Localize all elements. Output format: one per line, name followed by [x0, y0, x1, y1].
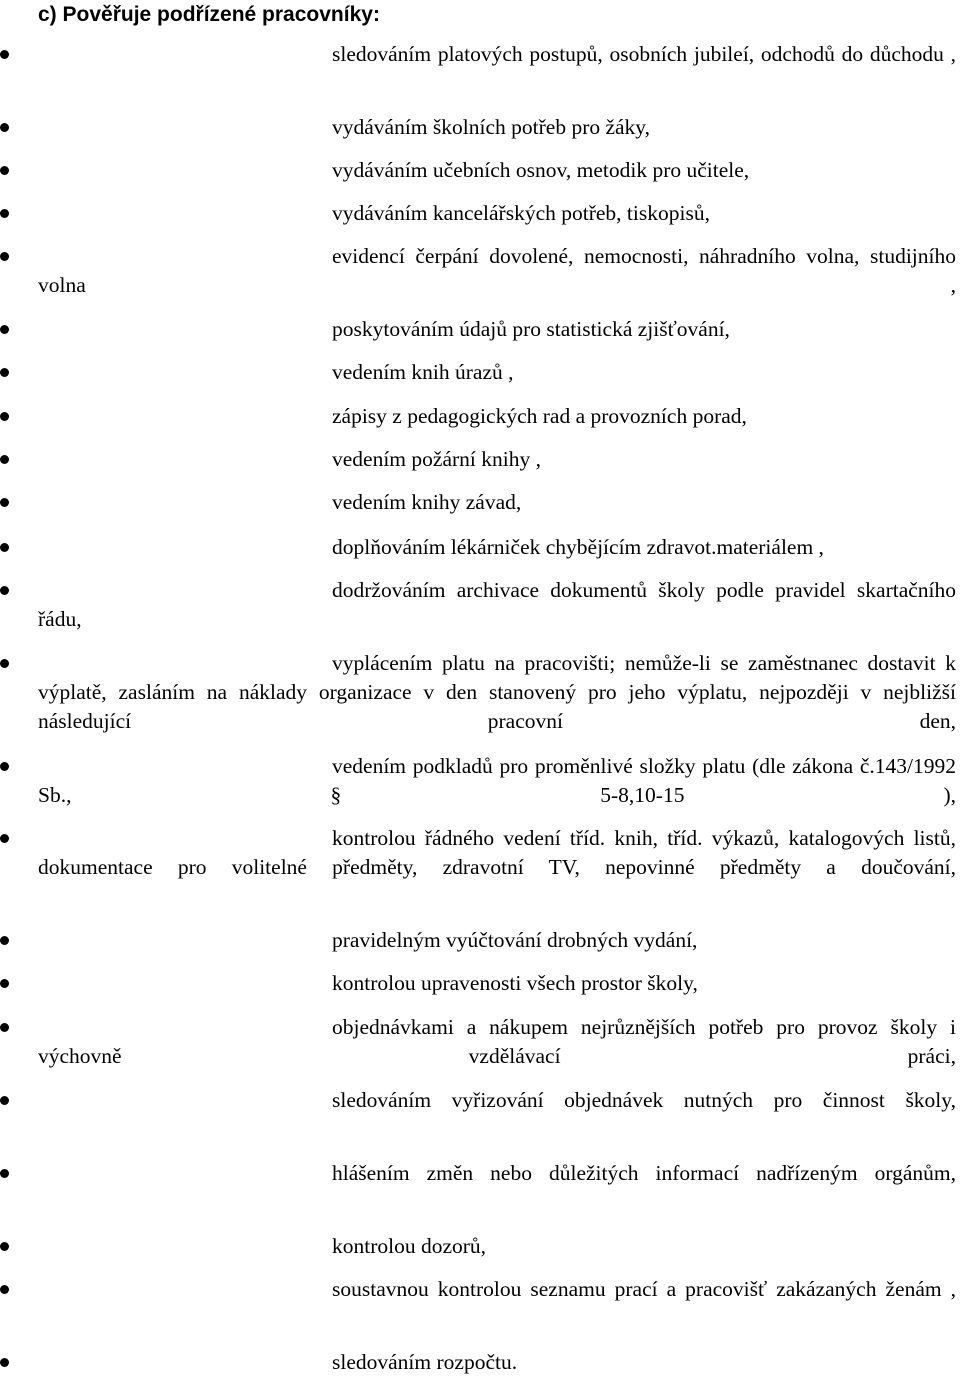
- list-item: [0, 402, 960, 431]
- bullet-icon: [0, 412, 9, 421]
- list-item-first-line: dodržováním archivace dokumentů školy podle pravidel: [332, 578, 846, 602]
- list-item-text: [38, 576, 956, 634]
- list-item-text: [38, 752, 956, 810]
- list-item-text: [38, 533, 956, 562]
- list-item: [0, 1086, 960, 1115]
- bullet-icon: [0, 325, 9, 334]
- list-item: [0, 199, 960, 228]
- list-item-continuation: orgánům,: [874, 1161, 956, 1185]
- list-item-text: [38, 1348, 956, 1377]
- list-item: [0, 969, 960, 998]
- list-item-first-line: vedením požární knihy ,: [332, 447, 541, 471]
- list-item-text: [38, 445, 956, 474]
- list-item-text: [38, 824, 956, 882]
- list-item-text: [38, 156, 956, 185]
- list-item-text: [38, 1013, 956, 1071]
- section-heading: c) Pověřuje podřízené pracovníky:: [38, 3, 380, 26]
- list-item-first-line: poskytováním údajů pro statistická zjišťování,: [332, 317, 730, 341]
- list-item-first-line: pravidelným vyúčtování drobných vydání,: [332, 928, 698, 952]
- list-item-first-line: vedením podkladů pro proměnlivé složky platu (dle zákona: [332, 754, 854, 778]
- list-item: [0, 242, 960, 300]
- list-item-continuation: katalogových listů, dokumentace pro volitelné předměty, zdravotní TV, nepovinné: [38, 826, 956, 879]
- list-item: [0, 1013, 960, 1071]
- list-item-first-line: vedením knihy závad,: [332, 490, 522, 514]
- list-item-first-line: vedením knih úrazů ,: [332, 360, 514, 384]
- bullet-icon: [0, 1096, 9, 1105]
- list-item-text: [38, 199, 956, 228]
- list-item: [0, 752, 960, 810]
- list-item-text: [38, 1086, 956, 1115]
- list-item-first-line: zápisy z pedagogických rad a provozních porad,: [332, 404, 747, 428]
- bullet-icon: [0, 1285, 9, 1294]
- list-item-text: [38, 40, 956, 69]
- list-item-first-line: vydáváním učebních osnov, metodik pro učitele,: [332, 158, 750, 182]
- list-item: [0, 576, 960, 634]
- bullet-icon: [0, 209, 9, 218]
- list-item-first-line: vyplácením platu na pracovišti; nemůže-li se zaměstnanec: [332, 651, 858, 675]
- list-item: [0, 926, 960, 955]
- list-item: [0, 156, 960, 185]
- list-item-text: [38, 402, 956, 431]
- list-item-first-line: objednávkami a nákupem nejrůznějších potřeb pro provoz: [332, 1015, 878, 1039]
- list-item: [0, 1159, 960, 1188]
- list-item: [0, 315, 960, 344]
- bullet-icon: [0, 455, 9, 464]
- list-item: [0, 358, 960, 387]
- list-item-first-line: vydáváním kancelářských potřeb, tiskopisů,: [332, 201, 710, 225]
- list-item-text: [38, 113, 956, 142]
- list-item-first-line: sledováním platových postupů, osobních jubileí, odchodů do: [332, 42, 864, 66]
- bullet-icon: [0, 252, 9, 261]
- bullet-icon: [0, 979, 9, 988]
- bullet-icon: [0, 368, 9, 377]
- list-item-first-line: kontrolou řádného vedení tříd. knih, tříd. výkazů,: [332, 826, 780, 850]
- bullet-icon: [0, 834, 9, 843]
- list-item-continuation: studijního volna ,: [38, 244, 956, 297]
- list-item: [0, 488, 960, 517]
- list-item-text: [38, 1232, 956, 1261]
- list-item-continuation: nejpozději v nejbližší následující pracovní den,: [38, 680, 956, 733]
- list-item-first-line: sledováním vyřizování objednávek nutných pro činnost: [332, 1088, 885, 1112]
- list-item-first-line: sledováním rozpočtu.: [332, 1350, 518, 1374]
- bullet-icon: [0, 123, 9, 132]
- list-item-first-line: hlášením změn nebo důležitých informací nadřízeným: [332, 1161, 858, 1185]
- list-item: [0, 649, 960, 736]
- list-item: [0, 445, 960, 474]
- bullet-icon: [0, 936, 9, 945]
- list-item: [0, 1232, 960, 1261]
- list-item-first-line: evidencí čerpání dovolené, nemocnosti, náhradního volna,: [332, 244, 860, 268]
- list-item-text: [38, 315, 956, 344]
- bullet-icon: [0, 1358, 9, 1367]
- bullet-icon: [0, 762, 9, 771]
- list-item-first-line: vydáváním školních potřeb pro žáky,: [332, 115, 651, 139]
- list-item-text: [38, 969, 956, 998]
- list-item: [0, 824, 960, 882]
- bullet-icon: [0, 1023, 9, 1032]
- list-item-first-line: kontrolou upravenosti všech prostor školy,: [332, 971, 698, 995]
- bullet-icon: [0, 166, 9, 175]
- list-item-first-line: kontrolou dozorů,: [332, 1234, 487, 1258]
- list-item-continuation: č.143/1992 Sb., § 5-8,10-15 ),: [38, 754, 956, 807]
- list-item-text: [38, 242, 956, 300]
- list-item-continuation: ženám ,: [885, 1277, 957, 1301]
- bullet-icon: [0, 498, 9, 507]
- bullet-icon: [0, 1169, 9, 1178]
- list-item-continuation: dostavit k výplatě, zasláním na náklady organizace v den stanovený pro jeho výplatu,: [38, 651, 956, 704]
- list-item-continuation: školy,: [905, 1088, 957, 1112]
- bullet-icon: [0, 50, 9, 59]
- list-item-continuation: důchodu ,: [869, 42, 957, 66]
- list-item-text: [38, 649, 956, 736]
- list-item-text: [38, 1275, 956, 1304]
- bullet-icon: [0, 659, 9, 668]
- list-item-continuation: skartačního řádu,: [38, 578, 957, 631]
- list-item: [0, 533, 960, 562]
- bullet-icon: [0, 1242, 9, 1251]
- list-item-first-line: doplňováním lékárniček chybějícím zdravot.materiálem ,: [332, 535, 824, 559]
- list-item: [0, 113, 960, 142]
- list-item-text: [38, 358, 956, 387]
- list-item-text: [38, 926, 956, 955]
- list-item: [0, 1348, 960, 1377]
- list-item-text: [38, 1159, 956, 1188]
- bullet-icon: [0, 586, 9, 595]
- bullet-icon: [0, 543, 9, 552]
- list-item: [0, 40, 960, 69]
- list-item-text: [38, 488, 956, 517]
- list-item-continuation: školy i výchovně vzdělávací práci,: [38, 1015, 956, 1068]
- list-item-continuation: předměty a doučování,: [719, 855, 957, 879]
- list-item-first-line: soustavnou kontrolou seznamu prací a pracovišť zakázaných: [332, 1277, 877, 1301]
- list-item: [0, 1275, 960, 1304]
